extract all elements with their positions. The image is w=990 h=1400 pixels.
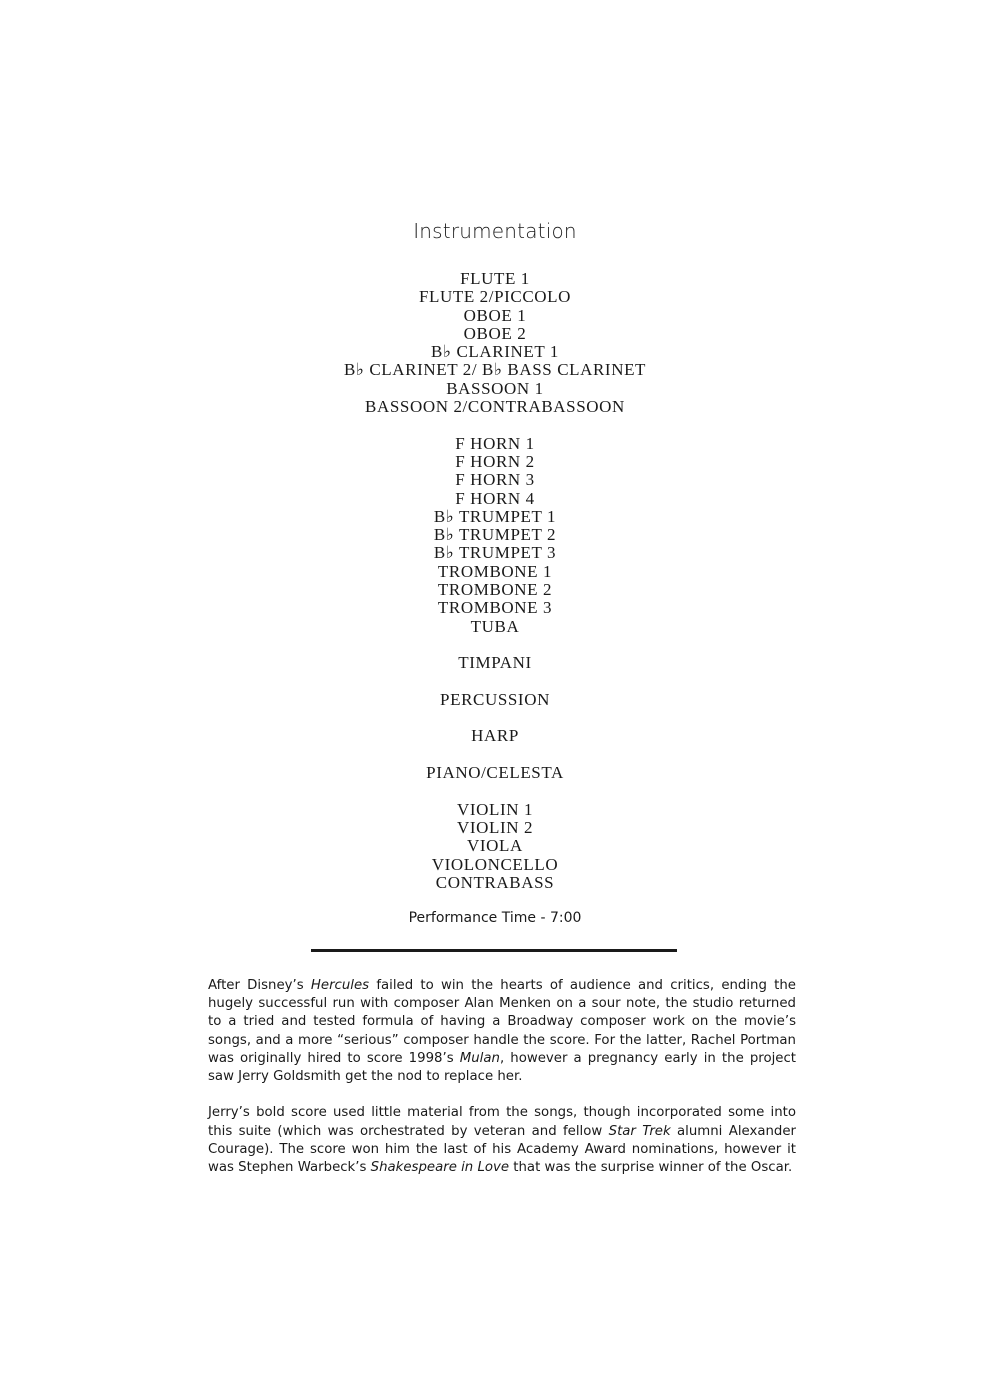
instrument-group xyxy=(0,691,990,709)
italic-title: Star Trek xyxy=(608,1123,671,1139)
instrument-group xyxy=(0,727,990,745)
text-run: , however a pregnancy early in the project saw Jerry Goldsmith get the nod to replace her. xyxy=(208,1050,796,1085)
text-run: that was the surprise winner of the Oscar. xyxy=(509,1160,793,1176)
instrument-name: TROMBONE 2 xyxy=(437,580,553,600)
instrument-name: TIMPANI xyxy=(458,653,532,673)
text-run: alumni Alexander Courage). The score won him the last of his Academy Award nominations, however it was Stephen Warbeck’s xyxy=(208,1123,797,1176)
performance-time: Performance Time - 7:00 xyxy=(408,910,582,926)
instrument-name: F HORN 3 xyxy=(455,470,535,490)
instrument-name: VIOLA xyxy=(467,836,523,856)
instrument-name: TROMBONE 3 xyxy=(437,598,553,618)
instrument-name: FLUTE 1 xyxy=(460,269,530,288)
instrument-group xyxy=(0,764,990,782)
notes-paragraph-2 xyxy=(208,1104,796,1177)
instrument-name: TROMBONE 1 xyxy=(437,561,553,581)
instrument-name: PIANO/CELESTA xyxy=(426,763,564,783)
text-run: failed to win the hearts of audience and critics, ending the hugely successful run with composer Alan Menken on a sour note, the studio returned to a tried and tested formula of having a Broadway composer work on the movie’s songs, and a more “serious” composer handle the score. For the latter, Rachel Portman was originally hired to score 1998’s xyxy=(208,978,796,1066)
divider-rule xyxy=(311,949,677,952)
text-run: After Disney’s xyxy=(208,978,311,993)
italic-title: Shakespeare in Love xyxy=(370,1160,510,1176)
instrument-name: F HORN 4 xyxy=(455,488,535,508)
instrument-group xyxy=(0,435,990,636)
instrument-group xyxy=(0,801,990,892)
italic-title: Mulan xyxy=(459,1050,500,1066)
instrument-name: B♭ TRUMPET 2 xyxy=(433,525,557,545)
instrument-name: B♭ TRUMPET 1 xyxy=(433,506,557,526)
instrument-group xyxy=(0,270,990,416)
text-run: Jerry’s bold score used little material from the songs, though incorporated some into this suite (which was orchestrated by veteran and fellow xyxy=(208,1105,796,1139)
instrument-name: PERCUSSION xyxy=(440,689,550,709)
instrument-name: VIOLIN 1 xyxy=(456,799,534,819)
italic-title: Hercules xyxy=(310,978,370,993)
instrument-name: B♭ CLARINET 1 xyxy=(431,342,559,362)
instrument-name: B♭ CLARINET 2/ B♭ BASS CLARINET xyxy=(343,360,647,380)
instrument-name: F HORN 1 xyxy=(455,433,535,453)
instrument-name: HARP xyxy=(471,726,519,746)
instrument-list xyxy=(0,270,990,910)
instrument-name: OBOE 2 xyxy=(463,323,527,343)
instrument-name: B♭ TRUMPET 3 xyxy=(433,543,557,563)
instrument-name: TUBA xyxy=(470,616,520,636)
instrument-name: VIOLONCELLO xyxy=(431,854,559,874)
instrument-name: OBOE 1 xyxy=(463,305,527,325)
instrument-name: BASSOON 2/CONTRABASSOON xyxy=(365,397,625,417)
page-title: Instrumentation xyxy=(413,219,577,243)
instrument-name: BASSOON 1 xyxy=(446,378,544,398)
notes-paragraph-1 xyxy=(208,977,796,1086)
instrument-group xyxy=(0,654,990,672)
instrument-name: CONTRABASS xyxy=(435,872,555,892)
instrument-name: VIOLIN 2 xyxy=(456,817,534,837)
program-notes xyxy=(208,977,796,1195)
instrument-name: F HORN 2 xyxy=(455,451,535,471)
instrument-name: FLUTE 2/PICCOLO xyxy=(418,287,572,307)
